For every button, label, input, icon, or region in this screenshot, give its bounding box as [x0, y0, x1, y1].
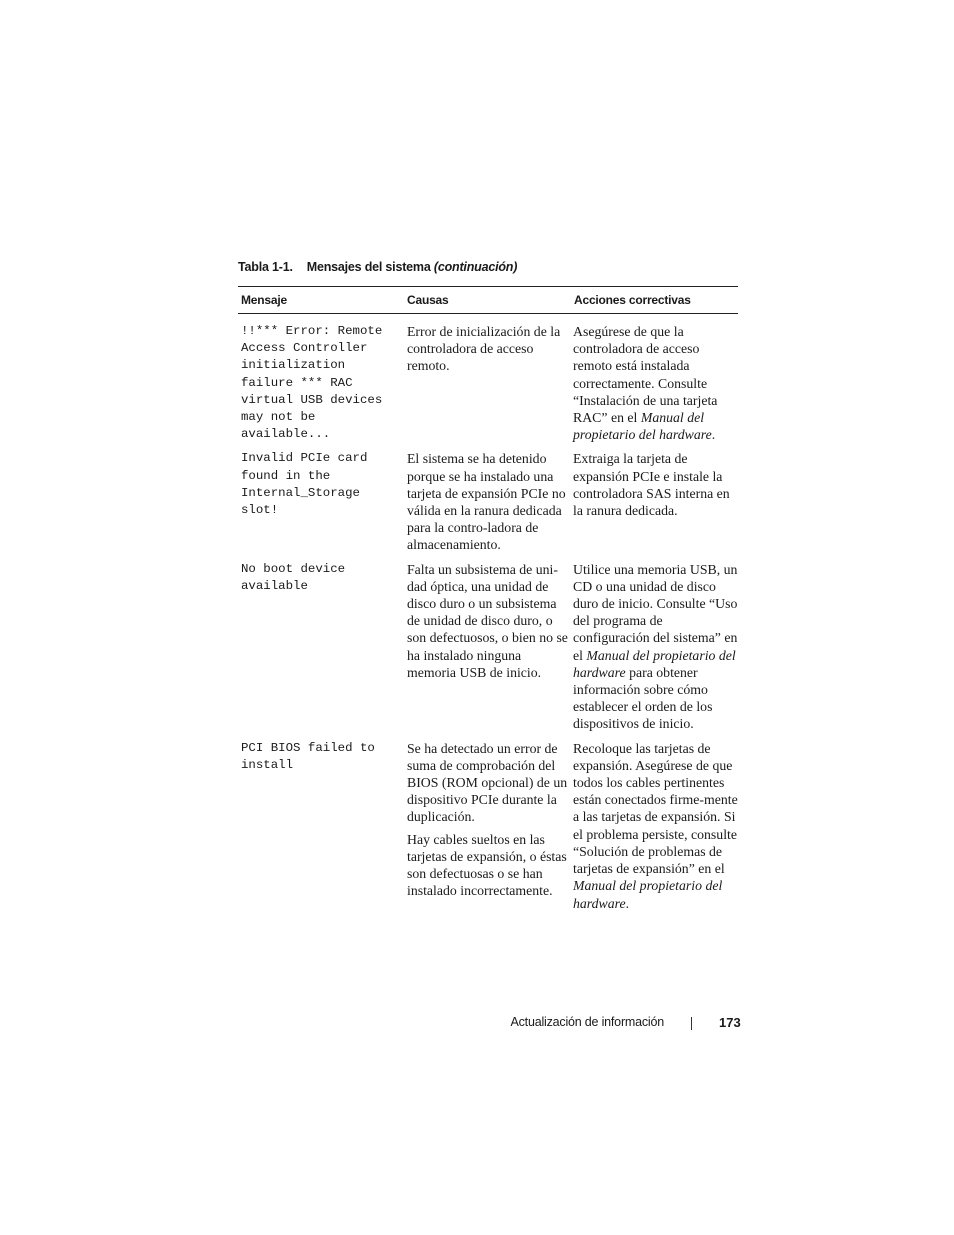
row-cause: Error de inicialización de la controladora de acceso remoto.	[407, 324, 561, 374]
row-cause: Falta un subsistema de uni-dad óptica, una unidad de disco duro o un subsistema de unidad de disco duro, o son defectuosos, o bien no se ha instalado ninguna memoria USB de inicio.	[407, 561, 568, 680]
header-message: Mensaje	[241, 293, 287, 307]
page-footer	[0, 1015, 954, 1035]
row-action: Extraiga la tarjeta de expansión PCIe e instale la controladora SAS interna en la ranura dedicada.	[573, 451, 730, 519]
row-message: No boot device available	[241, 561, 346, 593]
footer-section-title: Actualización de información	[510, 1015, 664, 1029]
row-action: Recoloque las tarjetas de expansión. Asegúrese de que todos los cables pertinentes están conectados firme-mente a las tarjetas de expansión. Si el problema persiste, consulte “Solución de problemas de tarjetas de expansión” en el Manual del propietario del hardware.	[573, 740, 738, 911]
table-caption	[238, 260, 517, 274]
table-caption-continuation: (continuación)	[433, 260, 518, 274]
manual-reference: Manual del propietario del hardware	[573, 878, 723, 911]
table-row	[238, 323, 738, 443]
table-row	[238, 450, 738, 553]
table-row	[238, 561, 738, 733]
table-header-row	[238, 286, 738, 314]
row-cause: Se ha detectado un error de suma de comprobación del BIOS (ROM opcional) de un dispositivo PCIe durante la duplicación.	[407, 740, 568, 825]
page-number: 173	[719, 1015, 741, 1030]
system-messages-table	[238, 286, 738, 912]
row-action: Asegúrese de que la controladora de acceso remoto está instalada correctamente. Consulte “Instalación de una tarjeta RAC” en el Manual del propietario del hardware.	[573, 324, 718, 443]
row-cause: El sistema se ha detenido porque se ha instalado una tarjeta de expansión PCIe no válida en la ranura dedicada para la contro-ladora de almacenamiento.	[407, 451, 566, 553]
manual-reference: Manual del propietario del hardware	[573, 410, 712, 443]
table-caption-title: Mensajes del sistema	[306, 260, 431, 274]
table-caption-label: Tabla 1-1.	[238, 260, 293, 274]
row-message: Invalid PCIe card found in the Internal_Storage slot!	[241, 451, 368, 518]
row-action: Utilice una memoria USB, un CD o una unidad de disco duro de inicio. Consulte “Uso del programa de configuración del sistema” en el Manual del propietario del hardware para obtener información sobre cómo establecer el orden de los dispositivos de inicio.	[573, 561, 738, 732]
footer-divider	[691, 1017, 692, 1030]
header-actions: Acciones correctivas	[574, 293, 691, 307]
manual-reference: Manual del propietario del hardware	[573, 647, 736, 680]
row-message: PCI BIOS failed to install	[241, 740, 375, 772]
row-message: !!*** Error: Remote Access Controller initialization failure *** RAC virtual USB devices may not be available...	[241, 324, 383, 442]
row-cause-secondary: Hay cables sueltos en las tarjetas de expansión, o éstas son defectuosas o se han instalado incorrectamente.	[407, 831, 567, 899]
header-causes: Causas	[407, 293, 449, 307]
table-row	[238, 740, 738, 912]
